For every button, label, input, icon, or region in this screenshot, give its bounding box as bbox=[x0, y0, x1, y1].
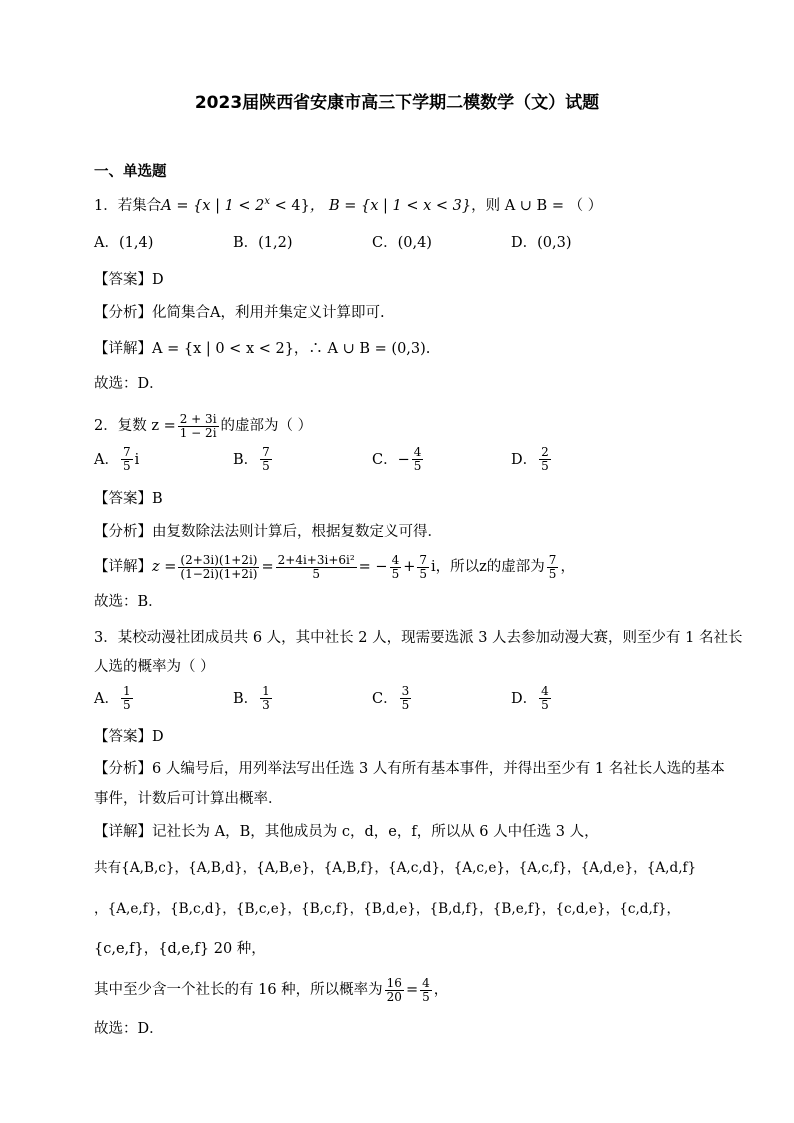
q3-option-d-letter: D． bbox=[511, 690, 538, 707]
q2-detail-tail: i，所以z的虚部为 bbox=[431, 559, 545, 575]
q2-choose bbox=[94, 590, 714, 614]
q3-option-c-letter: C． bbox=[372, 690, 398, 707]
analysis-label: 【分析】 bbox=[94, 761, 152, 777]
q2-detail-f1-den: (1−2i)(1+2i) bbox=[180, 566, 258, 581]
q1-option-c: C．(0,4) bbox=[372, 235, 432, 251]
detail-label: 【详解】 bbox=[94, 559, 152, 575]
q3-probability-end: ， bbox=[433, 982, 449, 998]
q1-set-b: ， B = {x | 1 < x < 3} bbox=[309, 197, 472, 214]
q1-stem bbox=[94, 190, 714, 218]
q2-answer-value: B bbox=[152, 491, 163, 507]
q2-option-d bbox=[511, 446, 553, 473]
q2-option-c-letter: C．− bbox=[372, 451, 410, 468]
q2-fraction-num: 2 + 3i bbox=[179, 411, 217, 426]
q2-option-d-fraction bbox=[539, 446, 551, 473]
q3-p2-num: 4 bbox=[422, 975, 430, 990]
detail-label: 【详解】 bbox=[94, 824, 152, 840]
q2-fraction-den: 1 − 2i bbox=[179, 425, 217, 440]
q1-option-d: D．(0,3) bbox=[511, 235, 572, 251]
q2-detail-eq-mid: = − bbox=[358, 559, 388, 575]
q3-options bbox=[94, 685, 714, 719]
q3-analysis-line-1 bbox=[94, 757, 725, 781]
q2-detail-fraction-3 bbox=[390, 554, 402, 581]
q2-fraction bbox=[178, 413, 219, 440]
q3-detail-text: 记社长为 A，B，其他成员为 c，d，e，f，所以从 6 人中任选 3 人， bbox=[152, 824, 599, 840]
q3-option-b-den: 3 bbox=[262, 698, 270, 712]
q2-detail-f3-den: 5 bbox=[391, 566, 400, 581]
q2-option-c-fraction bbox=[412, 446, 424, 473]
q2-analysis bbox=[94, 520, 714, 544]
q2-stem bbox=[94, 409, 714, 443]
q3-option-c-fraction bbox=[400, 685, 412, 712]
q1-set-a-exponent: x bbox=[264, 196, 271, 207]
choose-label: 故选： bbox=[94, 594, 138, 610]
q1-analysis-text: 化简集合A，利用并集定义计算即可. bbox=[152, 305, 385, 321]
q2-detail-fraction-1 bbox=[178, 554, 259, 581]
q1-choose-value: D． bbox=[137, 376, 164, 392]
q3-option-c-den: 5 bbox=[401, 698, 410, 712]
q2-option-a-num: 7 bbox=[122, 445, 131, 459]
q1-detail-text: A = {x | 0 < x < 2}，∴ A ∪ B = (0,3). bbox=[152, 341, 431, 357]
q1-detail bbox=[94, 337, 714, 361]
answer-label: 【答案】 bbox=[94, 729, 152, 745]
q2-option-b-fraction bbox=[260, 446, 272, 473]
q1-choose bbox=[94, 372, 714, 396]
q3-option-b-num: 1 bbox=[262, 684, 270, 698]
q2-detail-end: ， bbox=[560, 559, 575, 575]
q3-p1-den: 20 bbox=[386, 989, 402, 1004]
q3-choose bbox=[94, 1017, 714, 1041]
q3-analysis-line-2: 事件，计数后可计算出概率． bbox=[94, 791, 283, 807]
q3-option-c bbox=[372, 685, 413, 712]
q3-option-b-fraction bbox=[260, 685, 272, 712]
q2-option-b bbox=[233, 446, 274, 473]
q3-option-a-den: 5 bbox=[122, 698, 131, 712]
q2-choose-value: B． bbox=[137, 594, 163, 610]
page-title: 2023届陕西省安康市高三下学期二模数学（文）试题 bbox=[194, 93, 600, 113]
q1-stem-tail: ，则 A ∪ B = （ ） bbox=[471, 197, 603, 214]
q2-analysis-text: 由复数除法法则计算后，根据复数定义可得． bbox=[152, 524, 442, 540]
q3-option-d bbox=[511, 685, 553, 712]
q3-option-a-letter: A． bbox=[94, 690, 119, 707]
q1-set-a: A = {x | 1 < 2 bbox=[161, 197, 265, 214]
q2-option-b-num: 7 bbox=[262, 445, 270, 459]
q2-detail-fraction-5 bbox=[547, 554, 559, 581]
q3-probability bbox=[94, 972, 714, 1008]
q3-list-line-3: {c,e,f}，{d,e,f} 20 种， bbox=[94, 941, 266, 957]
q3-probability-eq: = bbox=[405, 982, 419, 998]
q1-options bbox=[94, 231, 714, 255]
q2-detail-f4-num: 7 bbox=[419, 552, 428, 567]
q3-p2-den: 5 bbox=[422, 989, 430, 1004]
q1-option-a: A．(1,4) bbox=[94, 235, 154, 251]
q2-detail-fraction-4 bbox=[417, 554, 429, 581]
section-heading: 一、单选题 bbox=[94, 164, 167, 180]
q2-option-c-den: 5 bbox=[413, 459, 422, 473]
q3-p1-num: 16 bbox=[386, 975, 402, 990]
q2-option-d-letter: D． bbox=[511, 451, 538, 468]
q2-option-a-letter: A． bbox=[94, 451, 119, 468]
detail-label: 【详解】 bbox=[94, 341, 152, 357]
q3-stem-line-2: 人选的概率为（ ） bbox=[94, 659, 215, 675]
q2-detail-f1-num: (2+3i)(1+2i) bbox=[180, 552, 258, 567]
q1-option-b: B．(1,2) bbox=[233, 235, 293, 251]
q2-detail-plus: + bbox=[403, 559, 416, 575]
q3-stem-line-1: 3．某校动漫社团成员共 6 人，其中社长 2 人，现需要选派 3 人去参加动漫大赛，则至少有 1 名社长 bbox=[94, 630, 743, 646]
q2-option-b-letter: B． bbox=[233, 451, 259, 468]
q3-option-d-den: 5 bbox=[541, 698, 549, 712]
q3-option-a-num: 1 bbox=[122, 684, 131, 698]
q2-detail-eq: = bbox=[261, 559, 274, 575]
q2-option-d-den: 5 bbox=[541, 459, 549, 473]
q3-option-b-letter: B． bbox=[233, 690, 259, 707]
q1-set-a-end: < 4} bbox=[270, 197, 310, 214]
q2-detail-f3-num: 4 bbox=[391, 552, 400, 567]
q2-detail-f2-den: 5 bbox=[312, 566, 320, 581]
q1-answer-value: D bbox=[152, 272, 164, 288]
q3-answer-value: D bbox=[152, 729, 164, 745]
q2-option-a-fraction bbox=[121, 446, 133, 473]
q2-option-c bbox=[372, 446, 425, 473]
analysis-label: 【分析】 bbox=[94, 305, 152, 321]
q2-stem-text: 2．复数 z = bbox=[94, 418, 176, 434]
q3-answer bbox=[94, 725, 714, 749]
q2-option-c-num: 4 bbox=[413, 445, 422, 459]
q1-stem-text: 1．若集合 bbox=[94, 197, 162, 214]
q3-list-line-2: ，{A,e,f}，{B,c,d}，{B,c,e}，{B,c,f}，{B,d,e}，{B,d,f}，{B,e,f}，{c,d,e}，{c,d,f}， bbox=[94, 901, 681, 917]
q1-analysis bbox=[94, 301, 714, 325]
q2-option-d-num: 2 bbox=[541, 445, 549, 459]
q3-option-a-fraction bbox=[121, 685, 133, 712]
q3-option-c-num: 3 bbox=[401, 684, 410, 698]
answer-label: 【答案】 bbox=[94, 272, 152, 288]
q2-option-a-unit: i bbox=[134, 451, 140, 468]
q3-probability-fraction-2 bbox=[420, 977, 432, 1004]
q3-probability-fraction-1 bbox=[385, 977, 404, 1004]
q3-option-b bbox=[233, 685, 274, 712]
answer-label: 【答案】 bbox=[94, 491, 152, 507]
choose-label: 故选： bbox=[94, 376, 138, 392]
choose-label: 故选： bbox=[94, 1021, 138, 1037]
q2-option-a-den: 5 bbox=[122, 459, 131, 473]
q2-answer bbox=[94, 487, 714, 511]
q3-probability-text: 其中至少含一个社长的有 16 种，所以概率为 bbox=[94, 982, 383, 998]
q3-analysis-text-1: 6 人编号后，用列举法写出任选 3 人有所有基本事件，并得出至少有 1 名社长人选的基本 bbox=[152, 761, 725, 777]
q3-detail bbox=[94, 820, 714, 844]
analysis-label: 【分析】 bbox=[94, 524, 152, 540]
q2-detail-f2-num: 2+4i+3i+6i² bbox=[277, 552, 355, 567]
q3-list-line-1: 共有{A,B,c}，{A,B,d}，{A,B,e}，{A,B,f}，{A,c,d}，{A,c,e}，{A,c,f}，{A,d,e}，{A,d,f} bbox=[94, 860, 697, 876]
q2-detail-f4-den: 5 bbox=[419, 566, 428, 581]
q3-option-a bbox=[94, 685, 135, 712]
q2-option-b-den: 5 bbox=[262, 459, 270, 473]
q2-detail-fraction-2 bbox=[276, 554, 357, 581]
q3-choose-value: D． bbox=[137, 1021, 164, 1037]
q2-stem-tail: 的虚部为（ ） bbox=[220, 418, 313, 434]
q1-answer bbox=[94, 268, 714, 292]
q2-options bbox=[94, 446, 714, 480]
q3-option-d-num: 4 bbox=[541, 684, 549, 698]
q3-option-d-fraction bbox=[539, 685, 551, 712]
q2-detail-f5-num: 7 bbox=[548, 552, 557, 567]
q2-option-a bbox=[94, 446, 139, 473]
q2-detail bbox=[94, 549, 714, 585]
q2-detail-f5-den: 5 bbox=[548, 566, 557, 581]
q2-detail-z: z = bbox=[152, 559, 177, 575]
